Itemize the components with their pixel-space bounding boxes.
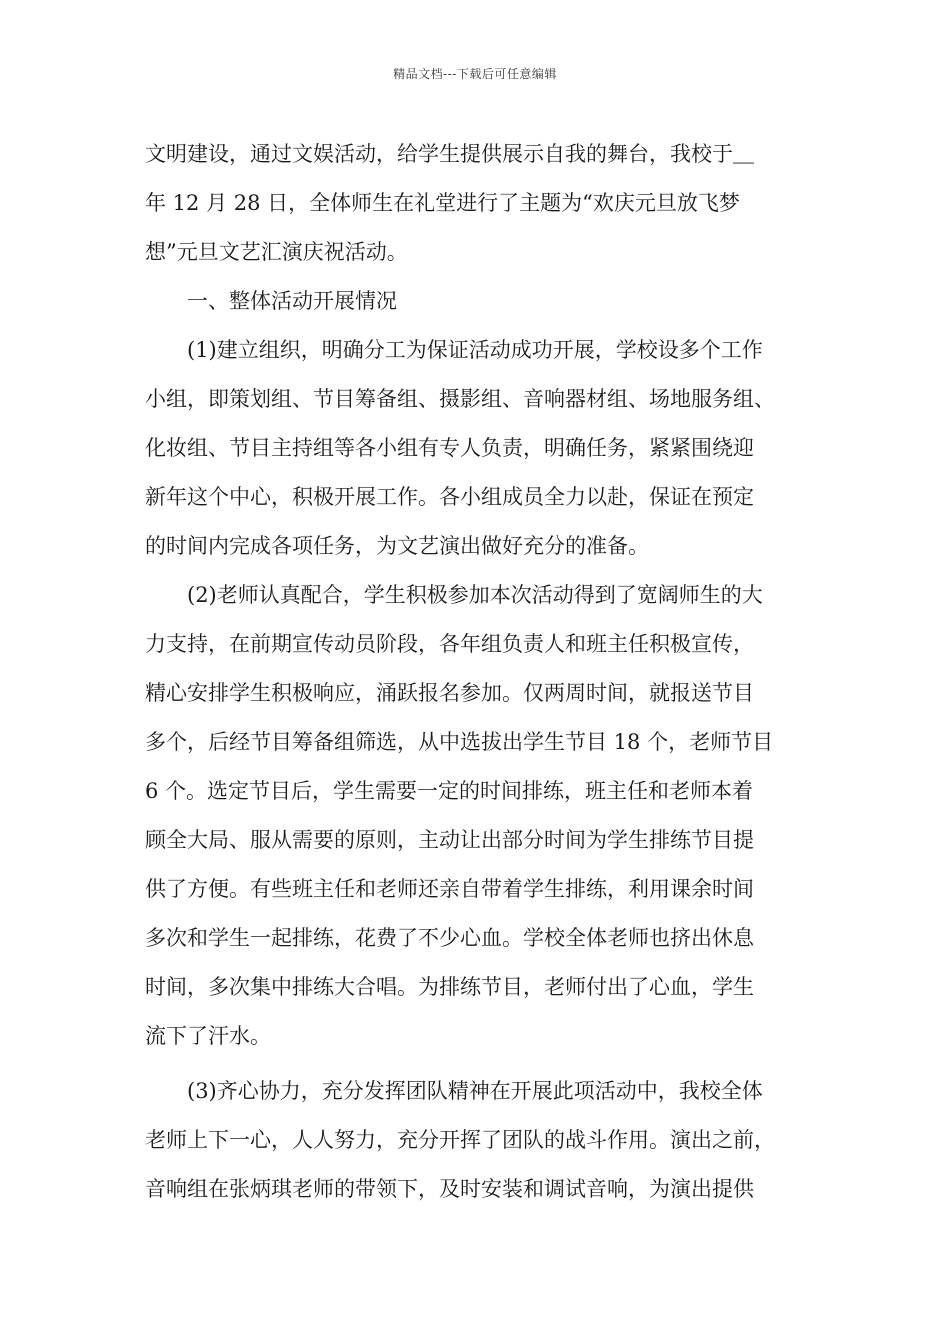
section-heading: 一、整体活动开展情况	[187, 289, 397, 313]
body-line: 化妆组、节目主持组等各小组有专人负责，明确任务，紧紧围绕迎	[145, 436, 754, 460]
body-line: (1)建立组织，明确分工为保证活动成功开展，学校设多个工作	[187, 338, 763, 362]
body-line: 力支持，在前期宣传动员阶段，各年组负责人和班主任积极宣传，	[145, 632, 754, 656]
body-line: 多次和学生一起排练，花费了不少心血。学校全体老师也挤出休息	[145, 926, 754, 950]
body-line: 的时间内完成各项任务，为文艺演出做好充分的准备。	[145, 534, 649, 558]
body-line: 小组，即策划组、节目筹备组、摄影组、音响器材组、场地服务组、	[145, 387, 775, 411]
body-line: 时间，多次集中排练大合唱。为排练节目，老师付出了心血，学生	[145, 975, 754, 999]
document-body	[145, 130, 825, 1214]
body-line: 老师上下一心，人人努力，充分开挥了团队的战斗作用。演出之前，	[145, 1128, 775, 1152]
body-line: 多个，后经节目筹备组筛选，从中选拔出学生节目 18 个，老师节目	[145, 730, 774, 754]
body-line: 流下了汗水。	[145, 1024, 271, 1048]
body-line: 顾全大局、服从需要的原则，主动让出部分时间为学生排练节目提	[145, 828, 754, 852]
body-line: 新年这个中心，积极开展工作。各小组成员全力以赴，保证在预定	[145, 485, 754, 509]
body-line: (2)老师认真配合，学生积极参加本次活动得到了宽阔师生的大	[187, 583, 763, 607]
body-line: (3)齐心协力，充分发挥团队精神在开展此项活动中，我校全体	[187, 1079, 763, 1103]
page-header: 精品文档---下载后可任意编辑	[393, 67, 557, 81]
body-line: 想”元旦文艺汇演庆祝活动。	[145, 240, 408, 264]
body-line: 6 个。选定节目后，学生需要一定的时间排练，班主任和老师本着	[145, 779, 754, 803]
body-line: 供了方便。有些班主任和老师还亲自带着学生排练，利用课余时间	[145, 877, 754, 901]
body-line: 年 12 月 28 日，全体师生在礼堂进行了主题为“欢庆元旦放飞梦	[145, 191, 740, 215]
body-line: 音响组在张炳琪老师的带领下，及时安装和调试音响，为演出提供	[145, 1177, 754, 1201]
body-line: 文明建设，通过文娱活动，给学生提供展示自我的舞台，我校于＿	[145, 142, 754, 166]
body-line: 精心安排学生积极响应，涌跃报名参加。仅两周时间，就报送节目	[145, 681, 754, 705]
